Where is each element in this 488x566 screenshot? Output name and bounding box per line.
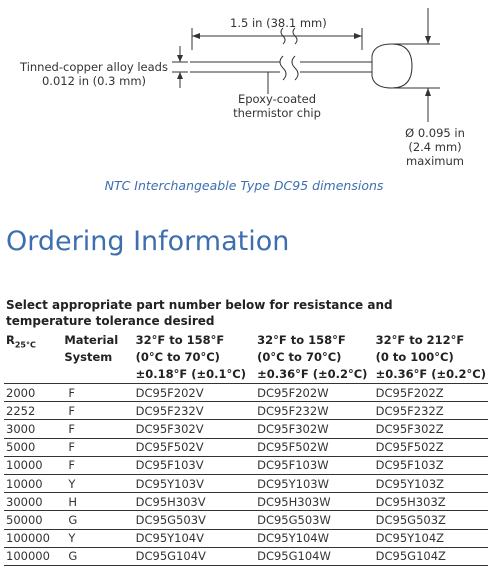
cell-part-w: DC95F202W [255,384,374,402]
cell-part-v: DC95G104V [134,547,255,565]
table-row [4,456,488,474]
table-row [4,420,488,438]
cell-resistance: 10000 [4,456,62,474]
cell-part-z: DC95G503Z [374,511,488,529]
header-tolerance-z [374,332,488,384]
header-tolerance-v [134,332,255,384]
length-dimension-label: 1.5 in (38.1 mm) [230,16,327,30]
cell-resistance: 2000 [4,384,62,402]
cell-part-z: DC95G104Z [374,547,488,565]
cell-part-v: DC95F502V [134,438,255,456]
chip-label [222,92,332,120]
diameter-label-line3: maximum [406,154,464,168]
leads-label [14,60,174,88]
cell-part-z: DC95F232Z [374,402,488,420]
chip-label-line1: Epoxy-coated [237,92,317,106]
cell-part-w: DC95F502W [255,438,374,456]
cell-part-w: DC95Y103W [255,474,374,492]
header-material-line2: System [64,350,113,364]
cell-resistance: 100000 [4,529,62,547]
cell-part-w: DC95F232W [255,402,374,420]
cell-material: G [62,511,133,529]
header-col4-line3: ±0.36°F (±0.2°C) [375,367,486,381]
table-row [4,529,488,547]
table-row [4,511,488,529]
section-heading: Ordering Information [6,226,290,257]
cell-part-v: DC95F103V [134,456,255,474]
header-col2-line3: ±0.18°F (±0.1°C) [135,367,246,381]
header-tolerance-w [255,332,374,384]
cell-part-z: DC95F302Z [374,420,488,438]
header-col2-line1: 32°F to 158°F [135,333,225,347]
break-mark-left [280,56,286,80]
cell-part-z: DC95F202Z [374,384,488,402]
break-mark-right [292,56,298,80]
table-row [4,384,488,402]
cell-material: Y [62,474,133,492]
cell-material: F [62,456,133,474]
cell-part-w: DC95G503W [255,511,374,529]
cell-part-w: DC95F302W [255,420,374,438]
ordering-instructions: Select appropriate part number below for resistance and temperature tolerance desired [6,298,393,328]
diameter-label-line1: Ø 0.095 in [405,126,465,140]
cell-part-v: DC95F302V [134,420,255,438]
cell-material: G [62,547,133,565]
cell-resistance: 50000 [4,511,62,529]
diameter-label [390,126,480,168]
header-col3-line1: 32°F to 158°F [257,333,346,347]
cell-part-z: DC95F502Z [374,438,488,456]
cell-resistance: 10000 [4,474,62,492]
dimension-diagram [0,0,488,175]
leads-label-line2: 0.012 in (0.3 mm) [41,74,147,88]
cell-resistance: 30000 [4,493,62,511]
table-row [4,493,488,511]
cell-part-w: DC95F103W [255,456,374,474]
header-col3-line2: (0°C to 70°C) [257,350,342,364]
cell-material: Y [62,529,133,547]
diameter-label-line2: (2.4 mm) [408,140,462,154]
cell-part-v: DC95G503V [134,511,255,529]
cell-part-z: DC95F103Z [374,456,488,474]
header-resistance-main: R [6,333,15,347]
cell-part-v: DC95Y103V [134,474,255,492]
cell-part-z: DC95H303Z [374,493,488,511]
cell-resistance: 2252 [4,402,62,420]
table-row [4,402,488,420]
cell-part-v: DC95F202V [134,384,255,402]
figure-caption: NTC Interchangeable Type DC95 dimensions [104,178,384,193]
table-row [4,438,488,456]
chip-label-line2: thermistor chip [233,106,321,120]
thermistor-bead [372,44,412,88]
header-resistance [4,332,62,384]
header-material-line1: Material [64,333,119,347]
cell-part-z: DC95Y103Z [374,474,488,492]
cell-material: H [62,493,133,511]
table-row [4,474,488,492]
cell-material: F [62,402,133,420]
cell-resistance: 3000 [4,420,62,438]
header-col4-line1: 32°F to 212°F [375,333,465,347]
cell-material: F [62,420,133,438]
cell-material: F [62,438,133,456]
cell-resistance: 5000 [4,438,62,456]
header-col2-line2: (0°C to 70°C) [135,350,220,364]
header-col3-line3: ±0.36°F (±0.2°C) [257,367,368,381]
table-header-row [4,332,488,384]
cell-part-w: DC95Y104W [255,529,374,547]
cell-part-w: DC95H303W [255,493,374,511]
cell-part-z: DC95Y104Z [374,529,488,547]
cell-part-v: DC95Y104V [134,529,255,547]
cell-part-v: DC95F232V [134,402,255,420]
cell-resistance: 100000 [4,547,62,565]
leads-label-line1: Tinned-copper alloy leads [20,60,168,74]
header-resistance-sub: 25°C [14,340,36,350]
cell-part-v: DC95H303V [134,493,255,511]
header-col4-line2: (0 to 100°C) [375,350,454,364]
cell-material: F [62,384,133,402]
table-row [4,547,488,565]
header-material-system [62,332,133,384]
cell-part-w: DC95G104W [255,547,374,565]
ordering-table [4,332,488,566]
